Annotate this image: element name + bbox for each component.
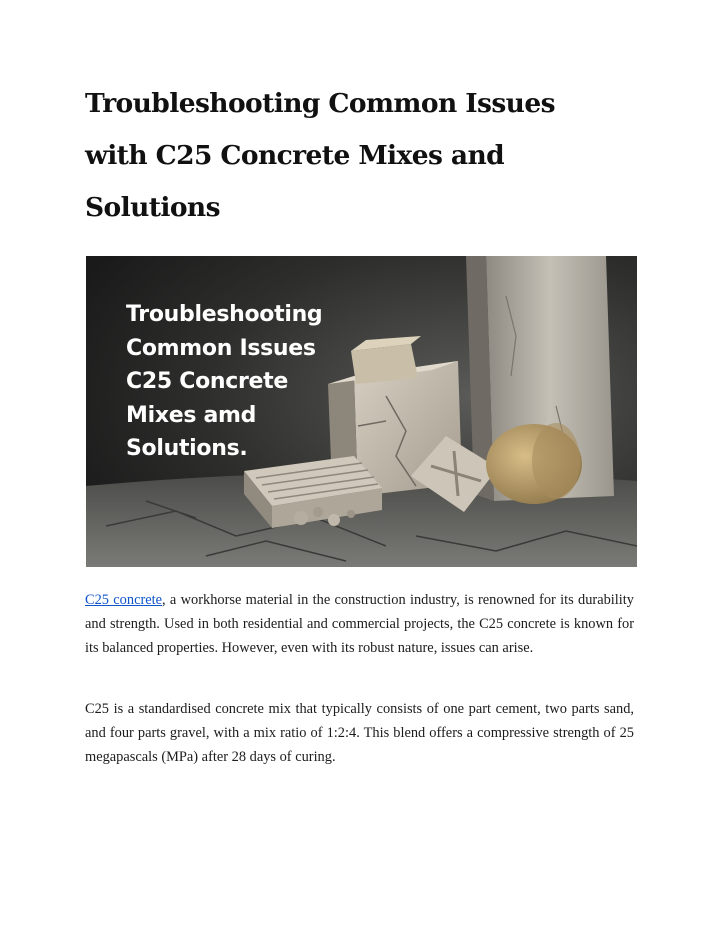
hero-text-line: Solutions. <box>126 436 248 461</box>
hero-text-line: Mixes amd <box>126 402 257 428</box>
intro-paragraph <box>85 588 634 661</box>
title-line: Solutions <box>85 192 220 223</box>
hero-text-line: Common Issues <box>126 335 316 361</box>
hero-overlay-text <box>126 298 322 466</box>
mix-paragraph: C25 is a standardised concrete mix that typically consists of one part cement, two parts sand, and four parts gravel, with a mix ratio of 1:2:4. This blend offers a compressive strength of 25 megapascals (MPa) after 28 days of curing. <box>85 701 634 766</box>
c25-concrete-link[interactable]: C25 concrete <box>85 592 163 608</box>
hero-image <box>86 256 637 567</box>
page-title <box>85 78 645 234</box>
title-line: with C25 Concrete Mixes and <box>85 140 505 171</box>
intro-paragraph-text: , a workhorse material in the construction industry, is renowned for its durability and strength. Used in both residential and commercial projects, the C25 concrete is known for its balanced properties. However, even with its robust nature, issues can arise. <box>85 592 634 657</box>
hero-text-line: C25 Concrete <box>126 369 288 394</box>
hero-text-line: Troubleshooting <box>126 302 323 327</box>
title-line: Troubleshooting Common Issues <box>85 88 555 119</box>
